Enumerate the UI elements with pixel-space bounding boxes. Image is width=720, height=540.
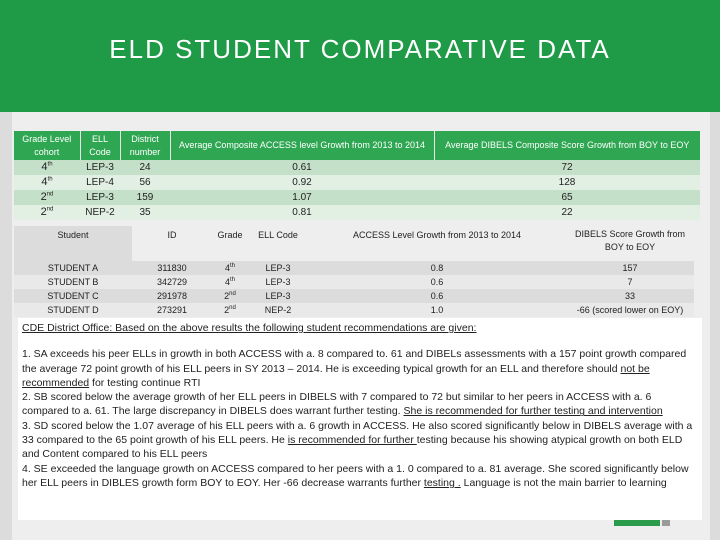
table-row (14, 205, 700, 220)
header-access-level-growth: ACCESS Level Growth from 2013 to 2014 (308, 226, 566, 261)
student-dibels-cell: 7 (566, 275, 694, 289)
header-ell-code: ELL Code (80, 131, 120, 160)
district-number-cell: 35 (120, 205, 170, 220)
table-row (14, 175, 700, 190)
table-row (14, 275, 694, 289)
student-name-cell: STUDENT D (14, 303, 132, 317)
header-ell-code: ELL Code (248, 226, 308, 261)
student-ell-code-cell: LEP-3 (248, 289, 308, 303)
student-access-cell: 0.6 (308, 289, 566, 303)
table-row (14, 190, 700, 205)
district-number-cell: 56 (120, 175, 170, 190)
student-grade-cell: 2nd (212, 289, 248, 303)
grade-cell: 4th (14, 160, 80, 175)
access-growth-cell: 1.07 (170, 190, 434, 205)
recommendations-heading: CDE District Office: Based on the above results the following student recommendations are given: (22, 322, 477, 334)
student-name-cell: STUDENT C (14, 289, 132, 303)
header-access-growth: Average Composite ACCESS level Growth from 2013 to 2014 (170, 131, 434, 160)
district-number-cell: 159 (120, 190, 170, 205)
footer-brand-mark-accent (662, 520, 670, 526)
student-dibels-cell: 157 (566, 261, 694, 275)
ell-code-cell: LEP-3 (80, 190, 120, 205)
header-id: ID (132, 226, 212, 261)
recommendation-4: 4. SE exceeded the language growth on ACCESS compared to her peers with a 1. 0 compared to a. 81 average. She scored significantly below her ELL peers in DIBLES growth form BOY to EOY. Her -66 decrease warrants further testing . Language is not the main barrier to learning (22, 462, 689, 489)
access-growth-cell: 0.61 (170, 160, 434, 175)
footer-brand-mark (614, 520, 660, 526)
header-dibels-score-growth: DIBELS Score Growth from BOY to EOY (566, 226, 694, 261)
ell-code-cell: NEP-2 (80, 205, 120, 220)
district-table-header (14, 131, 700, 160)
header-student: Student (14, 226, 132, 261)
student-table-header (14, 226, 694, 261)
header-grade-level: Grade Level cohort (14, 131, 80, 160)
grade-cell: 4th (14, 175, 80, 190)
student-id-cell: 273291 (132, 303, 212, 317)
ell-code-cell: LEP-4 (80, 175, 120, 190)
student-grade-cell: 4th (212, 261, 248, 275)
table-row (14, 303, 694, 317)
student-dibels-cell: -66 (scored lower on EOY) (566, 303, 694, 317)
student-ell-code-cell: NEP-2 (248, 303, 308, 317)
student-grade-cell: 4th (212, 275, 248, 289)
student-ell-code-cell: LEP-3 (248, 275, 308, 289)
recommendations-box (18, 318, 702, 520)
student-name-cell: STUDENT B (14, 275, 132, 289)
header-dibels-growth: Average DIBELS Composite Score Growth from BOY to EOY (434, 131, 700, 160)
district-number-cell: 24 (120, 160, 170, 175)
district-comparison-table (14, 131, 700, 220)
dibels-growth-cell: 65 (434, 190, 700, 205)
grade-cell: 2nd (14, 205, 80, 220)
page-title: ELD STUDENT COMPARATIVE DATA (109, 34, 611, 64)
student-id-cell: 311830 (132, 261, 212, 275)
table-row (14, 160, 700, 175)
recommendation-2: 2. SB scored below the average growth of her ELL peers in DIBELS with 7 compared to 72 but similar to her peers in ACCESS with a. 6 compared to a. 61. The large discrepancy in DIBELS does warrant further testing. She is recommended for further testing and intervention (22, 391, 663, 418)
access-growth-cell: 0.92 (170, 175, 434, 190)
recommendation-1: 1. SA exceeds his peer ELLs in growth in both ACCESS with a. 8 compared to. 61 and DIBELs assessments with a 157 point growth compared the average 72 point growth of his ELL peers in SY 2013 – 2014. He is exceeding typical growth for an ELL and therefore should not be recommended for testing continue RTI (22, 348, 687, 389)
student-id-cell: 291978 (132, 289, 212, 303)
student-ell-code-cell: LEP-3 (248, 261, 308, 275)
student-comparison-table (14, 226, 694, 317)
student-name-cell: STUDENT A (14, 261, 132, 275)
student-id-cell: 342729 (132, 275, 212, 289)
dibels-growth-cell: 128 (434, 175, 700, 190)
student-access-cell: 0.6 (308, 275, 566, 289)
ell-code-cell: LEP-3 (80, 160, 120, 175)
student-dibels-cell: 33 (566, 289, 694, 303)
student-access-cell: 0.8 (308, 261, 566, 275)
header-district-number: District number (120, 131, 170, 160)
dibels-growth-cell: 72 (434, 160, 700, 175)
access-growth-cell: 0.81 (170, 205, 434, 220)
table-row (14, 289, 694, 303)
student-access-cell: 1.0 (308, 303, 566, 317)
student-grade-cell: 2nd (212, 303, 248, 317)
header-grade: Grade (212, 226, 248, 261)
recommendation-3: 3. SD scored below the 1.07 average of his ELL peers with a. 6 growth in ACCESS. He also scored significantly below in DIBELS average with a 33 compared to the 65 point growth of his ELL peers. He is recommended for further testing because his showing atypical growth on both ELD and Content compared to his ELL peers (22, 419, 693, 461)
dibels-growth-cell: 22 (434, 205, 700, 220)
table-row (14, 261, 694, 275)
grade-cell: 2nd (14, 190, 80, 205)
